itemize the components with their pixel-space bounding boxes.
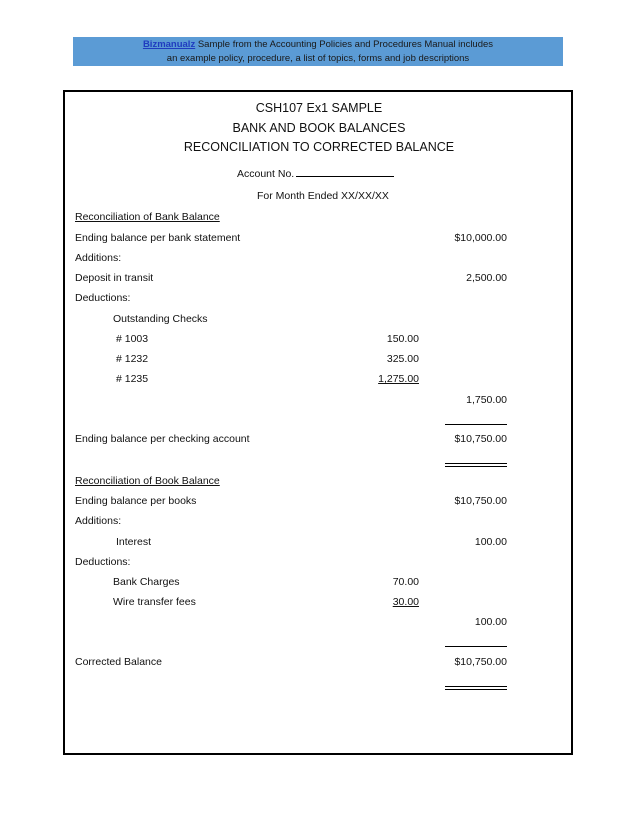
interest-value: 100.00 xyxy=(474,536,507,548)
bizmanualz-link[interactable]: Bizmanualz xyxy=(142,39,196,50)
corrected-balance-value: $10,750.00 xyxy=(454,656,507,668)
checking-balance-value: $10,750.00 xyxy=(454,433,507,445)
interest-label: Interest xyxy=(116,536,152,548)
header-banner xyxy=(73,37,563,66)
deposit-value: 2,500.00 xyxy=(466,272,507,284)
book-ending-label: Ending balance per books xyxy=(75,495,197,507)
check-value: 1,275.00 xyxy=(378,373,419,385)
bank-ending-value: $10,000.00 xyxy=(454,232,507,244)
check-label: # 1003 xyxy=(116,333,149,345)
double-rule-top xyxy=(445,463,507,464)
check-value: 325.00 xyxy=(386,353,419,365)
book-deductions-total: 100.00 xyxy=(474,616,507,628)
bank-deductions-label: Deductions: xyxy=(75,292,131,304)
corrected-balance-label: Corrected Balance xyxy=(75,656,162,668)
checking-balance-label: Ending balance per checking account xyxy=(75,433,250,445)
subtotal-rule xyxy=(445,646,507,647)
check-value: 150.00 xyxy=(386,333,419,345)
bank-additions-label: Additions: xyxy=(75,252,122,264)
period-label: For Month Ended XX/XX/XX xyxy=(257,190,389,202)
book-ending-value: $10,750.00 xyxy=(454,495,507,507)
account-blank xyxy=(296,166,394,177)
account-label: Account No. xyxy=(237,168,295,180)
check-label: # 1232 xyxy=(116,353,149,365)
banner-line2: an example policy, procedure, a list of topics, forms and job descriptions xyxy=(166,53,470,64)
banner-line1: Sample from the Accounting Policies and Procedures Manual includes xyxy=(195,39,494,50)
check-label: # 1235 xyxy=(116,373,149,385)
double-rule-bottom xyxy=(445,689,507,690)
book-deductions-label: Deductions: xyxy=(75,556,131,568)
doc-title: CSH107 Ex1 SAMPLE xyxy=(255,101,383,115)
outstanding-checks-label: Outstanding Checks xyxy=(113,313,208,325)
doc-subtitle: BANK AND BOOK BALANCES xyxy=(232,121,406,135)
bank-charges-label: Bank Charges xyxy=(113,576,180,588)
bank-section-heading: Reconciliation of Bank Balance xyxy=(75,211,220,223)
book-additions-label: Additions: xyxy=(75,515,122,527)
double-rule-top xyxy=(445,686,507,687)
subtotal-rule xyxy=(445,424,507,425)
double-rule-bottom xyxy=(445,466,507,467)
doc-subtitle-2: RECONCILIATION TO CORRECTED BALANCE xyxy=(183,140,455,154)
bank-charges-value: 70.00 xyxy=(392,576,419,588)
wire-fees-label: Wire transfer fees xyxy=(113,596,196,608)
book-section-heading: Reconciliation of Book Balance xyxy=(75,475,220,487)
deposit-label: Deposit in transit xyxy=(75,272,154,284)
account-number-field xyxy=(237,166,394,180)
checks-total-value: 1,750.00 xyxy=(466,394,507,406)
wire-fees-value: 30.00 xyxy=(392,596,419,608)
bank-ending-label: Ending balance per bank statement xyxy=(75,232,241,244)
